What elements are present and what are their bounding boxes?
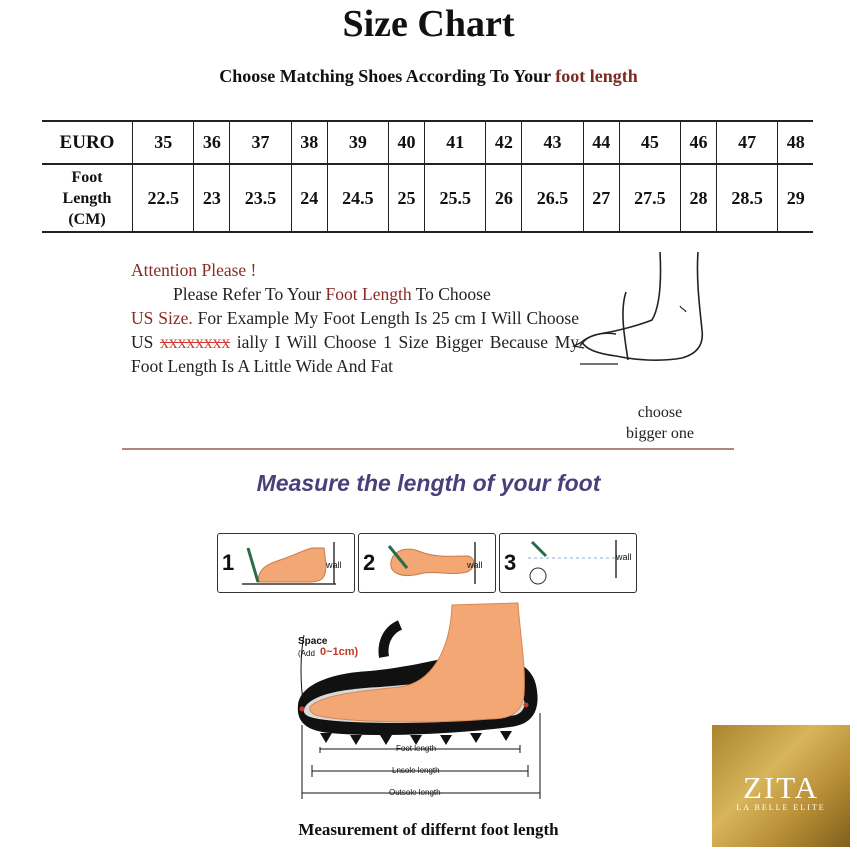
euro-size-cell: 45 — [619, 121, 680, 164]
step-number: 2 — [363, 550, 376, 575]
foot-length-cell: 25.5 — [424, 164, 485, 232]
insole-length-label: Lnsole length — [392, 766, 440, 775]
page-title: Size Chart — [342, 3, 515, 45]
euro-size-cell: 48 — [778, 121, 813, 164]
logo-tagline: LA BELLE ELITE — [736, 803, 826, 812]
step-number: 1 — [222, 550, 235, 575]
euro-size-cell: 46 — [681, 121, 717, 164]
choose-bigger-line: choose — [637, 404, 683, 421]
space-label: Space — [298, 636, 328, 647]
note-text: To Choose — [411, 284, 491, 304]
foot-length-cell: 26 — [486, 164, 522, 232]
note-strike: xxxxxxxx — [160, 332, 231, 352]
foot-length-label — [42, 164, 133, 232]
attention-note — [131, 258, 579, 378]
add-label: (Add — [298, 649, 315, 658]
wall-label: wall — [616, 552, 632, 562]
attention-heading: Attention Please ! — [131, 260, 257, 280]
note-text: Please Refer To Your — [173, 284, 326, 304]
choose-bigger-label — [610, 402, 710, 444]
foot-label-line: (CM) — [68, 210, 106, 228]
euro-size-cell: 42 — [486, 121, 522, 164]
euro-size-cell: 41 — [424, 121, 485, 164]
wall-label: wall — [326, 560, 342, 570]
foot-length-cell: 24.5 — [327, 164, 388, 232]
note-body-cont — [131, 306, 579, 378]
euro-size-cell: 44 — [583, 121, 619, 164]
foot-length-diagram-label: Foot length — [396, 744, 437, 753]
note-us-size: US Size. — [131, 308, 193, 328]
euro-size-cell: 39 — [327, 121, 388, 164]
diagram-caption: Measurement of differnt foot length — [298, 820, 559, 839]
foot-length-cell: 24 — [291, 164, 327, 232]
foot-length-cell: 27 — [583, 164, 619, 232]
euro-label: EURO — [42, 121, 133, 164]
euro-size-cell: 47 — [716, 121, 777, 164]
logo-name: ZITA — [742, 770, 820, 805]
foot-length-cell: 29 — [778, 164, 813, 232]
foot-length-cell: 23.5 — [230, 164, 291, 232]
wall-label: wall — [467, 560, 483, 570]
euro-size-cell: 40 — [389, 121, 425, 164]
subtitle-accent: foot length — [555, 66, 638, 86]
size-table — [42, 120, 813, 233]
foot-length-cell: 22.5 — [133, 164, 194, 232]
step-2-panel — [358, 533, 496, 593]
euro-size-cell: 36 — [194, 121, 230, 164]
shoe-foot-diagram — [290, 595, 570, 810]
foot-length-cell: 23 — [194, 164, 230, 232]
foot-label-line: Foot — [71, 168, 103, 186]
step-3-panel — [499, 533, 637, 593]
foot-length-cell: 27.5 — [619, 164, 680, 232]
euro-size-cell: 38 — [291, 121, 327, 164]
subtitle — [0, 66, 857, 87]
section-divider — [122, 448, 734, 450]
note-text: ially I Will Choose 1 Size Bigger Because My Foot Length Is A Little Wide And Fat — [131, 332, 580, 376]
measure-icon — [522, 538, 632, 588]
euro-size-cell: 43 — [522, 121, 583, 164]
note-foot-length: Foot Length — [325, 284, 412, 304]
euro-row — [42, 121, 813, 164]
step-1-panel — [217, 533, 355, 593]
euro-size-cell: 35 — [133, 121, 194, 164]
note-text: For Example My Foot Length Is 25 cm I Will Choose US — [131, 308, 580, 352]
note-body — [131, 282, 579, 306]
euro-size-cell: 37 — [230, 121, 291, 164]
foot-length-row — [42, 164, 813, 232]
choose-bigger-line: bigger one — [626, 425, 694, 442]
add-range-label: 0~1cm) — [320, 646, 359, 658]
foot-length-cell: 28.5 — [716, 164, 777, 232]
foot-in-shoe-illustration — [570, 250, 720, 375]
outsole-length-label: Outsole length — [389, 788, 441, 797]
subtitle-lead: Choose Matching Shoes According To Your — [219, 66, 556, 86]
foot-label-line: Length — [62, 189, 112, 207]
measure-heading: Measure the length of your foot — [256, 470, 601, 496]
step-number: 3 — [504, 550, 517, 575]
foot-length-cell: 25 — [389, 164, 425, 232]
foot-length-cell: 28 — [681, 164, 717, 232]
foot-length-cell: 26.5 — [522, 164, 583, 232]
